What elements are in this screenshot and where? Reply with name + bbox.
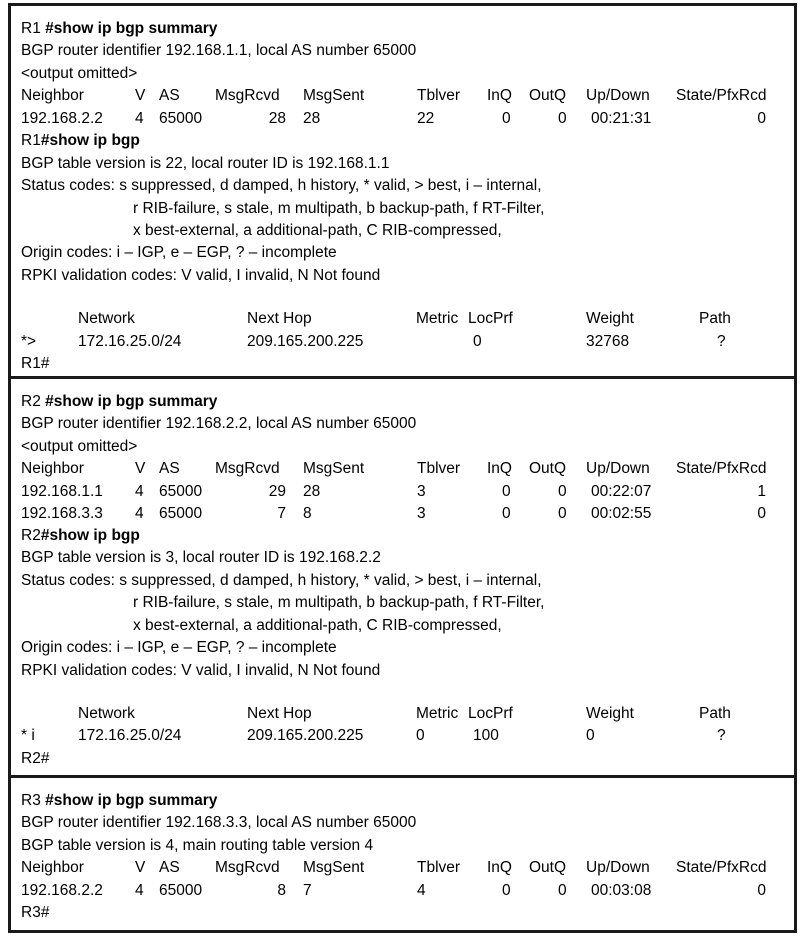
r1-row-v: 4 [135, 110, 144, 127]
r1-output-panel [8, 3, 797, 379]
r1-header-inq: InQ [487, 87, 512, 104]
r2-row2-neighbor: 192.168.3.3 [21, 505, 103, 522]
r3-header-tblver: Tblver [417, 859, 461, 876]
r1-net-header-nexthop: Next Hop [247, 310, 312, 327]
r1-row-outq: 0 [558, 110, 567, 127]
r1-row-msgrcvd: 28 [268, 110, 286, 127]
r1-net-header-network: Network [78, 310, 135, 327]
r2-row2-msgrcvd: 7 [277, 505, 286, 522]
r1-header-msgsent: MsgSent [303, 87, 365, 104]
r1-origin-codes: Origin codes: i – IGP, e – EGP, ? – incomplete [21, 244, 337, 261]
r2-row2-outq: 0 [558, 505, 567, 522]
r2-router-identifier: BGP router identifier 192.168.2.2, local AS number 65000 [21, 415, 417, 432]
r1-status-codes-2: r RIB-failure, s stale, m multipath, b backup-path, f RT-Filter, [133, 200, 545, 217]
r1-bgp-command: #show ip bgp [40, 132, 140, 149]
r1-row-msgsent: 28 [303, 110, 321, 127]
r3-row-tblver: 4 [417, 882, 426, 899]
r2-row1-msgrcvd: 29 [268, 483, 286, 500]
r2-net-header-path: Path [699, 705, 731, 722]
r2-header-neighbor: Neighbor [21, 460, 84, 477]
r2-output-omitted: <output omitted> [21, 438, 138, 455]
r2-rpki-codes: RPKI validation codes: V valid, I invalid, N Not found [21, 662, 381, 679]
r3-summary-command: #show ip bgp summary [45, 792, 218, 809]
r2-origin-codes: Origin codes: i – IGP, e – EGP, ? – incomplete [21, 639, 337, 656]
r2-row2-updown: 00:02:55 [591, 505, 652, 522]
r1-header-msgrcvd: MsgRcvd [215, 87, 280, 104]
r1-rpki-codes: RPKI validation codes: V valid, I invalid, N Not found [21, 267, 381, 284]
r3-row-updown: 00:03:08 [591, 882, 652, 899]
r2-output-panel [8, 379, 797, 778]
r1-net-header-weight: Weight [586, 310, 634, 327]
r3-row-msgsent: 7 [303, 882, 312, 899]
r1-header-updown: Up/Down [586, 87, 650, 104]
r1-output-omitted: <output omitted> [21, 65, 138, 82]
r1-header-state: State/PfxRcd [676, 87, 767, 104]
r2-net-row-locprf: 100 [473, 727, 499, 744]
r2-header-tblver: Tblver [417, 460, 461, 477]
r2-header-state: State/PfxRcd [676, 460, 767, 477]
r3-header-v: V [135, 859, 146, 876]
r3-end-prompt: R3# [21, 904, 50, 921]
r1-net-row-path: ? [717, 333, 726, 350]
r2-row1-outq: 0 [558, 483, 567, 500]
r1-row-inq: 0 [502, 110, 511, 127]
r2-row2-tblver: 3 [417, 505, 426, 522]
r1-end-prompt: R1# [21, 355, 50, 372]
r2-header-msgsent: MsgSent [303, 460, 365, 477]
r2-net-header-metric: Metric [416, 705, 459, 722]
r1-row-tblver: 22 [417, 110, 435, 127]
r2-row1-inq: 0 [502, 483, 511, 500]
r2-row1-as: 65000 [159, 483, 203, 500]
r2-row1-v: 4 [135, 483, 144, 500]
r3-header-neighbor: Neighbor [21, 859, 84, 876]
r2-prompt: R2 [21, 393, 46, 410]
r3-table-version: BGP table version is 4, main routing table version 4 [21, 837, 374, 854]
r2-end-prompt: R2# [21, 750, 50, 767]
r2-header-as: AS [159, 460, 180, 477]
r2-net-header-locprf: LocPrf [468, 705, 513, 722]
r2-net-row-nexthop: 209.165.200.225 [247, 727, 364, 744]
r2-net-header-nexthop: Next Hop [247, 705, 312, 722]
r1-header-v: V [135, 87, 146, 104]
r2-bgp-command: #show ip bgp [40, 527, 140, 544]
r2-row2-inq: 0 [502, 505, 511, 522]
r2-status-codes-2: r RIB-failure, s stale, m multipath, b backup-path, f RT-Filter, [133, 594, 545, 611]
r1-row-updown: 00:21:31 [591, 110, 652, 127]
r1-header-as: AS [159, 87, 180, 104]
r3-row-v: 4 [135, 882, 144, 899]
r1-net-header-path: Path [699, 310, 731, 327]
r2-row1-msgsent: 28 [303, 483, 321, 500]
r3-row-msgrcvd: 8 [277, 882, 286, 899]
r1-net-row-network: 172.16.25.0/24 [78, 333, 182, 350]
r3-header-inq: InQ [487, 859, 512, 876]
r2-row2-msgsent: 8 [303, 505, 312, 522]
r1-table-version: BGP table version is 22, local router ID is 192.168.1.1 [21, 155, 390, 172]
r2-bgp-command-line [21, 527, 140, 545]
r3-row-inq: 0 [502, 882, 511, 899]
r1-summary-command-line [21, 20, 217, 38]
r3-summary-command-line [21, 792, 217, 810]
r1-row-state: 0 [757, 110, 766, 127]
r2-table-version: BGP table version is 3, local router ID is 192.168.2.2 [21, 549, 381, 566]
r1-net-row-weight: 32768 [586, 333, 630, 350]
r1-prompt-2: R1 [21, 132, 41, 149]
r3-row-outq: 0 [558, 882, 567, 899]
r2-row2-as: 65000 [159, 505, 203, 522]
r2-net-row-network: 172.16.25.0/24 [78, 727, 182, 744]
r3-output-panel [8, 778, 797, 933]
r3-prompt: R3 [21, 792, 46, 809]
r2-net-header-weight: Weight [586, 705, 634, 722]
r2-header-msgrcvd: MsgRcvd [215, 460, 280, 477]
r1-header-tblver: Tblver [417, 87, 461, 104]
r1-prompt: R1 [21, 20, 46, 37]
r1-router-identifier: BGP router identifier 192.168.1.1, local AS number 65000 [21, 42, 417, 59]
r1-status-codes-1: Status codes: s suppressed, d damped, h history, * valid, > best, i – internal, [21, 177, 542, 194]
r2-header-outq: OutQ [529, 460, 567, 477]
r2-row1-tblver: 3 [417, 483, 426, 500]
r1-net-header-locprf: LocPrf [468, 310, 513, 327]
r1-header-neighbor: Neighbor [21, 87, 84, 104]
r3-row-as: 65000 [159, 882, 203, 899]
r3-router-identifier: BGP router identifier 192.168.3.3, local AS number 65000 [21, 814, 417, 831]
r2-row2-state: 0 [757, 505, 766, 522]
r3-header-updown: Up/Down [586, 859, 650, 876]
r1-net-row-metric: 0 [473, 333, 482, 350]
r1-net-header-metric: Metric [416, 310, 459, 327]
r2-header-inq: InQ [487, 460, 512, 477]
r2-header-updown: Up/Down [586, 460, 650, 477]
r2-row1-neighbor: 192.168.1.1 [21, 483, 103, 500]
r3-header-msgsent: MsgSent [303, 859, 365, 876]
r2-net-row-weight: 0 [586, 727, 595, 744]
r1-status-codes-3: x best-external, a additional-path, C RIB-compressed, [133, 222, 502, 239]
r2-header-v: V [135, 460, 146, 477]
r2-row1-updown: 00:22:07 [591, 483, 652, 500]
r1-bgp-command-line [21, 132, 140, 150]
r2-net-row-code: * i [21, 727, 35, 744]
r2-status-codes-1: Status codes: s suppressed, d damped, h history, * valid, > best, i – internal, [21, 572, 542, 589]
r1-header-outq: OutQ [529, 87, 567, 104]
r1-row-as: 65000 [159, 110, 203, 127]
r1-net-row-nexthop: 209.165.200.225 [247, 333, 364, 350]
r3-header-as: AS [159, 859, 180, 876]
r1-net-row-code: *> [21, 333, 37, 350]
r3-row-state: 0 [757, 882, 766, 899]
r2-prompt-2: R2 [21, 527, 41, 544]
r1-summary-command: #show ip bgp summary [45, 20, 218, 37]
r2-net-header-network: Network [78, 705, 135, 722]
r2-row2-v: 4 [135, 505, 144, 522]
r3-header-outq: OutQ [529, 859, 567, 876]
r2-status-codes-3: x best-external, a additional-path, C RIB-compressed, [133, 617, 502, 634]
r2-net-row-metric: 0 [416, 727, 425, 744]
r2-summary-command: #show ip bgp summary [45, 393, 218, 410]
r3-header-msgrcvd: MsgRcvd [215, 859, 280, 876]
r2-summary-command-line [21, 393, 217, 411]
r2-row1-state: 1 [757, 483, 766, 500]
r2-net-row-path: ? [717, 727, 726, 744]
r1-row-neighbor: 192.168.2.2 [21, 110, 103, 127]
r3-header-state: State/PfxRcd [676, 859, 767, 876]
r3-row-neighbor: 192.168.2.2 [21, 882, 103, 899]
